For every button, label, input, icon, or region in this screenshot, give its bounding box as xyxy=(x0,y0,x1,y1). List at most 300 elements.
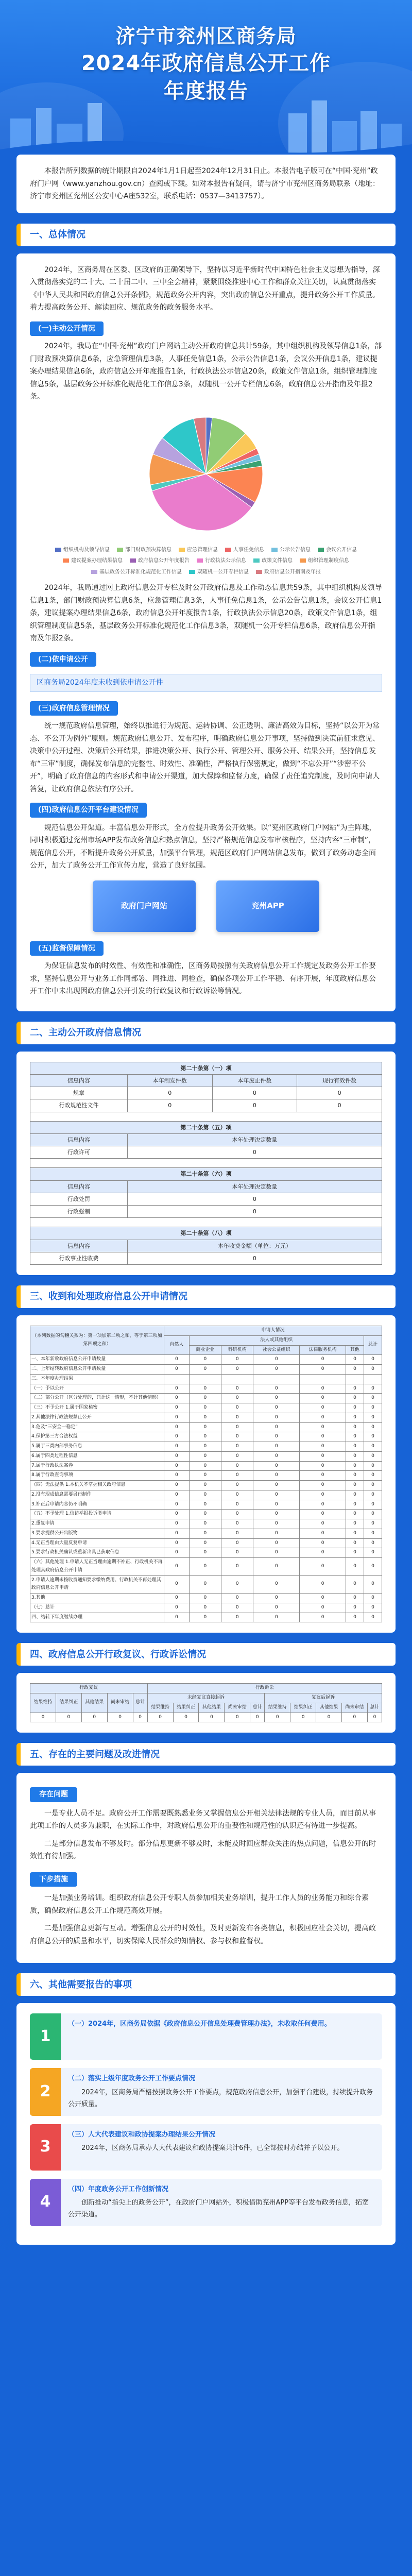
table-header: 尚未审结 xyxy=(107,1693,133,1713)
legend-label: 基层政务公开标准化规范化工作信息 xyxy=(99,569,182,575)
section-overview-heading: 一、总体情况 xyxy=(16,224,396,246)
table-row xyxy=(30,1432,382,1442)
table-row xyxy=(30,1471,382,1481)
table-cell: 0 xyxy=(253,1471,300,1481)
table-cell: 0 xyxy=(253,1538,300,1548)
table-cell: 0 xyxy=(212,1099,297,1112)
table-cell: 0 xyxy=(221,1558,253,1576)
legend-label: 双随机一公开专栏信息 xyxy=(197,569,249,575)
table-gap xyxy=(30,1159,382,1168)
table-header: 信息内容 xyxy=(30,1133,128,1146)
table-cell: 0 xyxy=(346,1471,364,1481)
other-item xyxy=(30,2013,382,2060)
table-row xyxy=(30,1193,382,1205)
legend-swatch xyxy=(271,548,278,552)
table-cell: 0 xyxy=(300,1575,346,1594)
table-cell: 0 xyxy=(189,1394,221,1403)
table-cell: 0 xyxy=(189,1432,221,1442)
legend-item xyxy=(225,546,264,555)
table-cell: 0 xyxy=(364,1403,382,1413)
table-part-title: 第二十条第（一）项 xyxy=(30,1062,382,1074)
table-header: 本年制发件数 xyxy=(127,1074,212,1087)
legend-swatch xyxy=(197,558,203,563)
table-cell: 0 xyxy=(364,1490,382,1500)
section-review-heading: 四、政府信息公开行政复议、行政诉讼情况 xyxy=(16,1643,396,1666)
application-table xyxy=(30,1326,382,1622)
table-cell: 0 xyxy=(364,1558,382,1576)
item-number-badge: 4 xyxy=(30,2179,61,2226)
table-cell: 0 xyxy=(189,1529,221,1538)
legend-label: 部门财政预决算信息 xyxy=(125,547,171,553)
table-cell: 0 xyxy=(300,1594,346,1603)
table-cell: 0 xyxy=(367,1713,382,1722)
table-row xyxy=(30,1594,382,1603)
legend-label: 政府信息公开年度报告 xyxy=(138,558,190,564)
table-cell: 0 xyxy=(189,1490,221,1500)
table-cell: 0 xyxy=(221,1594,253,1603)
row-label: 2.重复申请 xyxy=(30,1519,164,1529)
table-cell: 0 xyxy=(300,1603,346,1613)
intro-text: 本报告所列数据的统计期限自2024年1月1日起至2024年12月31日止。本报告电子版可在“中国·兖州”政府门户网（www.yanzhou.gov.cn）查阅或下载。如对本报告有疑问，请与济宁市兖州区商务局联系（地址：济宁市兖州区兖州区公安中心A座532室，联系电话：0537—3413757）。 xyxy=(30,167,380,200)
table-cell: 0 xyxy=(221,1510,253,1519)
table-cell: 0 xyxy=(346,1394,364,1403)
table-row xyxy=(30,1206,382,1218)
table-header: 社会公益组织 xyxy=(253,1345,300,1355)
table-cell: 0 xyxy=(364,1529,382,1538)
table-cell: 0 xyxy=(189,1500,221,1510)
row-label: 2.申请人逾期未按收费通知要求缴纳费用、行政机关不再处理其政府信息公开申请 xyxy=(30,1575,164,1594)
table-cell: 0 xyxy=(164,1603,190,1613)
row-label: 2.没有现成信息需要另行制作 xyxy=(30,1490,164,1500)
table-cell: 0 xyxy=(173,1713,199,1722)
table-cell: 0 xyxy=(300,1442,346,1452)
table-header: 其他结果 xyxy=(199,1703,225,1713)
table-cell: 0 xyxy=(346,1442,364,1452)
legend-label: 组织管理制度信息 xyxy=(308,558,349,564)
legend-swatch xyxy=(300,558,306,563)
row-label: 一、本年新收政府信息公开申请数量 xyxy=(30,1355,164,1365)
table-header: 总计 xyxy=(133,1693,147,1713)
table-cell: 0 xyxy=(221,1451,253,1461)
table-cell: 0 xyxy=(346,1594,364,1603)
table-cell: 0 xyxy=(346,1355,364,1365)
table-cell: 0 xyxy=(221,1603,253,1613)
table-cell: 0 xyxy=(364,1548,382,1558)
row-label: 三、本年度办理结果 xyxy=(30,1374,164,1384)
table-cell: 0 xyxy=(127,1193,382,1205)
table-cell: 0 xyxy=(364,1355,382,1365)
item-title: （二）落实上级年度政务公开工作要点情况 xyxy=(68,2075,196,2083)
table-cell: 0 xyxy=(253,1510,300,1519)
row-label: 二、上年结转政府信息公开申请数量 xyxy=(30,1365,164,1375)
table-cell: 0 xyxy=(164,1490,190,1500)
table-cell: 0 xyxy=(164,1451,190,1461)
table-header: 总计 xyxy=(364,1335,382,1355)
table-cell: 0 xyxy=(300,1422,346,1432)
table-cell: 0 xyxy=(253,1365,300,1375)
table-cell: 0 xyxy=(364,1471,382,1481)
table-cell: 0 xyxy=(364,1461,382,1471)
table-header: 结果纠正 xyxy=(56,1693,81,1713)
row-label: 2.其他法律行政法规禁止公开 xyxy=(30,1413,164,1422)
table-cell: 0 xyxy=(164,1575,190,1594)
active-disclosure-paragraph: 2024年，我局在“中国·兖州”政府门户网站主动公开政府信息共计59条，其中组织机构及领导信息1条，部门财政预决算信息6条，应急管理信息3条，人事任免信息1条，公示公告信息1条，会议公开信息1条，建议提案办理结果信息6条，政府信息公开年度报告1条，行政执法公示信息20条，政策文件信息1条，组织管理制度信息5条，基层政务公开标准化规范化工作信息3条，双随机一公开专栏信息6条，政府信息公开指南及年报2条。 xyxy=(30,342,382,401)
table-cell: 0 xyxy=(221,1471,253,1481)
table-row xyxy=(30,1099,382,1112)
row-label: （一）予以公开 xyxy=(30,1384,164,1394)
table-cell: 行政规范性文件 xyxy=(30,1099,128,1112)
item-title: （四）年度政务公开工作创新情况 xyxy=(68,2185,169,2193)
table-cell: 0 xyxy=(189,1422,221,1432)
table-header: 结果纠正 xyxy=(173,1703,199,1713)
city-skyline-illustration xyxy=(0,93,412,155)
subheading-platform: (四)政府信息公开平台建设情况 xyxy=(30,803,147,818)
table-cell: 0 xyxy=(164,1403,190,1413)
table-cell: 0 xyxy=(164,1558,190,1576)
row-label: 4.保护第三方合法权益 xyxy=(30,1432,164,1442)
table-header: 总计 xyxy=(367,1703,382,1713)
pie-chart-container xyxy=(30,406,382,544)
table-cell: 0 xyxy=(164,1471,190,1481)
table-cell: 0 xyxy=(346,1403,364,1413)
table-cell: 0 xyxy=(212,1087,297,1099)
table-header: 行政诉讼 xyxy=(147,1684,382,1693)
table-cell: 0 xyxy=(164,1384,190,1394)
table-cell: 0 xyxy=(364,1394,382,1403)
item-body xyxy=(61,2124,382,2171)
table-row xyxy=(30,1575,382,1594)
row-label: 3.其他 xyxy=(30,1594,164,1603)
legend-item xyxy=(271,546,311,555)
table-header: 科研机构 xyxy=(221,1345,253,1355)
table-cell: 0 xyxy=(346,1461,364,1471)
table-cell: 0 xyxy=(346,1451,364,1461)
application-status: 区商务局2024年度未收到依申请公开件 xyxy=(30,674,382,692)
table-header: 复议后起诉 xyxy=(265,1693,382,1703)
table-cell: 0 xyxy=(346,1603,364,1613)
legend-item xyxy=(179,546,218,555)
table-header: 信息内容 xyxy=(30,1074,128,1087)
table-cell: 0 xyxy=(364,1510,382,1519)
table-cell: 0 xyxy=(221,1538,253,1548)
table-cell xyxy=(364,1374,382,1384)
table-header: 本年收费金额（单位：万元） xyxy=(127,1240,382,1252)
table-cell: 0 xyxy=(253,1403,300,1413)
title-line-2: 2024年政府信息公开工作 xyxy=(81,52,331,76)
table-cell: 0 xyxy=(253,1548,300,1558)
section-application-heading: 三、收到和处理政府信息公开申请情况 xyxy=(16,1285,396,1308)
table-cell: 0 xyxy=(346,1613,364,1622)
table-cell: 0 xyxy=(221,1481,253,1490)
table-header: 申请人情况 xyxy=(164,1326,382,1336)
table-row xyxy=(30,1500,382,1510)
table-row xyxy=(30,1355,382,1365)
other-item xyxy=(30,2179,382,2226)
item-number-badge: 1 xyxy=(30,2013,61,2060)
table-cell: 0 xyxy=(189,1510,221,1519)
item-title: （三）人大代表建议和政协提案办理结果公开情况 xyxy=(68,2130,216,2139)
table-cell: 0 xyxy=(127,1099,212,1112)
problems-label: 存在问题 xyxy=(30,1787,77,1802)
table-cell: 0 xyxy=(221,1432,253,1442)
table-cell: 0 xyxy=(221,1529,253,1538)
table-part-title: 第二十条第（八）项 xyxy=(30,1227,382,1240)
table-cell: 0 xyxy=(221,1355,253,1365)
table-cell: 0 xyxy=(127,1206,382,1218)
row-label: 6.属于四类过程性信息 xyxy=(30,1451,164,1461)
table-cell: 行政处罚 xyxy=(30,1193,128,1205)
table-header: 结果纠正 xyxy=(290,1703,316,1713)
table-cell: 0 xyxy=(364,1481,382,1490)
table-row xyxy=(30,1461,382,1471)
table-cell: 0 xyxy=(300,1548,346,1558)
table-cell: 0 xyxy=(364,1384,382,1394)
subheading-application: (二)依申请公开 xyxy=(30,652,96,667)
table-cell: 0 xyxy=(346,1510,364,1519)
table-header: 总计 xyxy=(250,1703,265,1713)
table-cell: 0 xyxy=(253,1422,300,1432)
table-cell: 0 xyxy=(364,1603,382,1613)
table-cell: 0 xyxy=(346,1500,364,1510)
table-cell: 0 xyxy=(253,1519,300,1529)
legend-swatch xyxy=(179,548,185,552)
table-header: 其他结果 xyxy=(81,1693,107,1713)
table-cell: 0 xyxy=(300,1481,346,1490)
measure-item: 二是加强信息更新与互动。增强信息公开的时效性，及时更新发布各类信息，积极回应社会关切，提高政府信息公开的质量和水平，切实保障人民群众的知情权、参与权和监督权。 xyxy=(30,1924,376,1945)
legend-swatch xyxy=(130,558,136,563)
table-cell: 0 xyxy=(253,1558,300,1576)
table-header: 本年处理决定数量 xyxy=(127,1180,382,1193)
table-cell: 0 xyxy=(164,1355,190,1365)
table-row xyxy=(30,1613,382,1622)
table-cell: 0 xyxy=(164,1510,190,1519)
platform-paragraph: 规范信息公开渠道。丰富信息公开形式，全方位提升政务公开效果。以“兖州区政府门户网站”为主阵地，同时积极通过兖州市场APP发布政务信息和热点信息，坚持严格规范信息发布审核程序，坚持内容“三审制”，规范信息公开，不断提升政务公开质量，加强平台管理，规范区政府门户网站信息发布，做到了政务动态全面公开，加大了政务公开工作宣传力度，营造了良好氛围。 xyxy=(30,823,376,870)
intro-card xyxy=(16,155,396,213)
section-problems-heading: 五、存在的主要问题及改进情况 xyxy=(16,1743,396,1766)
legend-swatch xyxy=(256,570,262,574)
table-row xyxy=(30,1558,382,1576)
table-cell: 0 xyxy=(297,1099,382,1112)
table-cell: 0 xyxy=(164,1594,190,1603)
legend-item xyxy=(117,546,171,555)
table-cell: 0 xyxy=(253,1461,300,1471)
table-cell: 0 xyxy=(290,1713,316,1722)
table-cell: 0 xyxy=(265,1713,290,1722)
table-cell: 0 xyxy=(253,1394,300,1403)
table-row xyxy=(30,1538,382,1548)
table-cell: 规章 xyxy=(30,1087,128,1099)
table-cell: 0 xyxy=(300,1529,346,1538)
active-disclosure-detail: 2024年，我局通过网上政府信息公开专栏及时公开政府信息及工作动态信息共59条，其中组织机构及领导信息1条，部门财政预决算信息6条，应急管理信息3条，人事任免信息1条，公示公告信息1条，会议公开信息1条，建议提案办理结果信息6条，政府信息公开年度报告1条，行政执法公示信息20条，政策文件信息1条，组织管理制度信息5条，基层政务公开标准化规范化工作信息3条，双随机一公开专栏信息6条，政府信息公开指南及年报2条。 xyxy=(30,584,382,642)
other-item xyxy=(30,2068,382,2115)
legend-item xyxy=(130,556,190,566)
subheading-active-disclosure: (一)主动公开情况 xyxy=(30,321,104,336)
table-cell: 0 xyxy=(316,1713,342,1722)
row-label: 7.属于行政执法案卷 xyxy=(30,1461,164,1471)
table-cell: 0 xyxy=(346,1529,364,1538)
table-cell: 0 xyxy=(300,1490,346,1500)
table-row xyxy=(30,1413,382,1422)
yanzhou-app-link[interactable]: 兖州APP xyxy=(216,880,319,932)
table-cell: 0 xyxy=(300,1403,346,1413)
table-cell: 0 xyxy=(221,1422,253,1432)
table-cell: 0 xyxy=(346,1538,364,1548)
platform-links xyxy=(30,880,382,932)
table-header: 信息内容 xyxy=(30,1240,128,1252)
table-cell: 0 xyxy=(56,1713,81,1722)
table-cell: 0 xyxy=(189,1519,221,1529)
table-cell: 0 xyxy=(127,1252,382,1264)
table-row xyxy=(30,1374,382,1384)
item-number-badge: 3 xyxy=(30,2124,61,2171)
legend-item xyxy=(253,556,293,566)
overview-paragraph: 2024年，区商务局在区委、区政府的正确领导下，坚持以习近平新时代中国特色社会主义思想为指导，深入贯彻落实党的二十大、二十届二中、三中全会精神，紧紧围绕推进中心工作和群众关注关切，认真贯彻落实《中华人民共和国政府信息公开条例》，规范政务公开内容，突出政府信息公开重点，提升政务公开工作质量。着力提高政务公开、解读回应、规范政务的政务服务水平。 xyxy=(30,265,380,312)
table-cell: 0 xyxy=(221,1613,253,1622)
table-row xyxy=(30,1394,382,1403)
legend-label: 政府信息公开指南及年报 xyxy=(264,569,321,575)
legend-label: 公示公告信息 xyxy=(280,547,311,553)
table-cell: 0 xyxy=(164,1461,190,1471)
table-gap xyxy=(30,1112,382,1121)
table-cell: 0 xyxy=(189,1413,221,1422)
row-label: 4.无正当理由大量反复申请 xyxy=(30,1538,164,1548)
table-row xyxy=(30,1403,382,1413)
table-cell: 0 xyxy=(189,1548,221,1558)
legend-item xyxy=(189,568,249,577)
item-text: 2024年，区商务局严格按照政务公开工作要点，规范政府信息公开，加强平台建设，持续提升政务公开质量。 xyxy=(68,2089,373,2108)
table-cell: 0 xyxy=(221,1500,253,1510)
table-cell: 0 xyxy=(253,1451,300,1461)
measure-item: 一是加强业务培训。组织政府信息公开专职人员参加相关业务培训，提升工作人员的业务能力和综合素质，确保政府信息公开工作规范高效开展。 xyxy=(30,1894,369,1915)
table-cell: 0 xyxy=(164,1500,190,1510)
row-label: 3.危及“三安全一稳定” xyxy=(30,1422,164,1432)
info-management-paragraph: 统一规范政府信息管理，始终以推进行为规范、运转协调、公正透明、廉洁高效为目标，坚持“以公开为常态、不公开为例外”原则。规范政府信息公开、发布程序，明确政府信息公开事项，坚持做到决策前征求意见、决策中公开过程、决策后公开结果，推进决策公开、执行公开、管理公开、服务公开、结果公开，坚持信息发布“三审”制度，确保发布信息的完整性、时效性、准确性，严格执行保密规定，做到“不忘公开”“涉密不公开”，明确了政府信息的内容形式和申请公开渠道，加大保障和监督力度，确保了责任追究制度，及时向申请人答复，让政府信息依法有序公开。 xyxy=(30,722,380,793)
row-label: （五）不予处理 1.信访举报投诉类申请 xyxy=(30,1510,164,1519)
table-cell: 0 xyxy=(253,1384,300,1394)
table-row xyxy=(30,1384,382,1394)
table-row xyxy=(30,1451,382,1461)
problem-item: 一是专业人员不足。政府公开工作需要既熟悉业务又掌握信息公开相关法律法规的专业人员，而目前从事此项工作的人员多为兼职，在实际工作中，对政府信息公开的重要性和规范性的认识还有待进一步提高。 xyxy=(30,1809,376,1831)
problem-item: 二是部分信息发布不够及时。部分信息更新不够及时，未能及时回应群众关注的热点问题，信息公开的时效性有待加强。 xyxy=(30,1839,376,1861)
subheading-info-management: (三)政府信息管理情况 xyxy=(30,701,118,716)
table-cell: 0 xyxy=(346,1548,364,1558)
table-cell: 0 xyxy=(297,1087,382,1099)
title-line-3: 年度报告 xyxy=(164,79,248,104)
table-cell: 0 xyxy=(253,1594,300,1603)
table-cell: 0 xyxy=(250,1713,265,1722)
other-matters-card xyxy=(16,2003,396,2245)
pie-chart xyxy=(98,410,314,538)
table-cell: 0 xyxy=(364,1575,382,1594)
gov-portal-link[interactable]: 政府门户网站 xyxy=(93,880,196,932)
table-cell: 0 xyxy=(364,1442,382,1452)
table-cell: 0 xyxy=(189,1403,221,1413)
table-cell: 0 xyxy=(346,1519,364,1529)
review-table-card xyxy=(16,1673,396,1733)
table-cell: 0 xyxy=(221,1442,253,1452)
table-cell: 0 xyxy=(300,1471,346,1481)
table-gap xyxy=(30,1218,382,1227)
table-cell: 0 xyxy=(253,1442,300,1452)
row-label: （六）其他处理 1.申请人无正当理由逾期不补正、行政机关不再处理其政府信息公开申请 xyxy=(30,1558,164,1576)
table-cell: 0 xyxy=(300,1365,346,1375)
table-row xyxy=(30,1548,382,1558)
table-header: 结果维持 xyxy=(265,1703,290,1713)
legend-label: 政策文件信息 xyxy=(262,558,293,564)
table-header: 本年处理决定数量 xyxy=(127,1133,382,1146)
table-cell: 0 xyxy=(221,1519,253,1529)
table-cell: 0 xyxy=(364,1365,382,1375)
table-cell: 0 xyxy=(164,1548,190,1558)
table-cell: 0 xyxy=(127,1087,212,1099)
legend-item xyxy=(63,556,123,566)
table-cell: 0 xyxy=(346,1365,364,1375)
table-header: 信息内容 xyxy=(30,1180,128,1193)
application-table-body xyxy=(30,1355,382,1622)
table-cell xyxy=(164,1374,190,1384)
table-cell: 0 xyxy=(221,1384,253,1394)
table-header: 其他结果 xyxy=(316,1703,342,1713)
legend-label: 会议公开信息 xyxy=(326,547,357,553)
legend-swatch xyxy=(253,558,260,563)
title-line-1: 济宁市兖州区商务局 xyxy=(115,25,297,47)
table-cell: 0 xyxy=(189,1603,221,1613)
legend-swatch xyxy=(189,570,195,574)
item-body xyxy=(61,2179,382,2226)
table-header: 自然人 xyxy=(164,1335,190,1355)
section-active-info-heading: 二、主动公开政府信息情况 xyxy=(16,1022,396,1044)
legend-swatch xyxy=(63,558,69,563)
table-cell: 0 xyxy=(253,1481,300,1490)
table-cell: 0 xyxy=(346,1413,364,1422)
item-body xyxy=(61,2068,382,2115)
table-cell: 0 xyxy=(164,1529,190,1538)
table-header: 行政复议 xyxy=(30,1684,148,1693)
table-cell: 0 xyxy=(81,1713,107,1722)
table-cell: 0 xyxy=(346,1490,364,1500)
table-cell: 0 xyxy=(300,1432,346,1442)
overview-card xyxy=(16,253,396,1011)
item-number-badge: 2 xyxy=(30,2068,61,2115)
table-cell: 0 xyxy=(253,1613,300,1622)
table-cell: 0 xyxy=(300,1500,346,1510)
table-row xyxy=(30,1422,382,1432)
table-cell: 0 xyxy=(364,1432,382,1442)
table-cell: 0 xyxy=(253,1355,300,1365)
table-cell: 0 xyxy=(253,1490,300,1500)
table-cell: 0 xyxy=(133,1713,147,1722)
table-cell: 0 xyxy=(364,1451,382,1461)
table-cell: 0 xyxy=(189,1558,221,1576)
legend-label: 人事任免信息 xyxy=(233,547,264,553)
table-cell xyxy=(300,1374,346,1384)
application-table-card xyxy=(16,1315,396,1633)
table-header: 尚未审结 xyxy=(341,1703,367,1713)
table-part-title: 第二十条第（五）项 xyxy=(30,1121,382,1133)
table-cell: 0 xyxy=(164,1519,190,1529)
problems-card xyxy=(16,1773,396,1963)
row-label: （二）部分公开（区分处理的，只计这一情形，不计其他情形） xyxy=(30,1394,164,1403)
table-header: 其他 xyxy=(346,1345,364,1355)
table-cell: 0 xyxy=(189,1442,221,1452)
table-cell: 0 xyxy=(147,1713,173,1722)
table-cell: 0 xyxy=(346,1558,364,1576)
legend-item xyxy=(91,568,182,577)
item-text: 创新推动“指尖上的政务公开”，在政府门户网站外，积极借助兖州APP等平台发布政务信息，拓宽公开渠道。 xyxy=(68,2199,369,2218)
table-cell: 行政强制 xyxy=(30,1206,128,1218)
legend-item xyxy=(256,568,321,577)
table-row xyxy=(30,1490,382,1500)
